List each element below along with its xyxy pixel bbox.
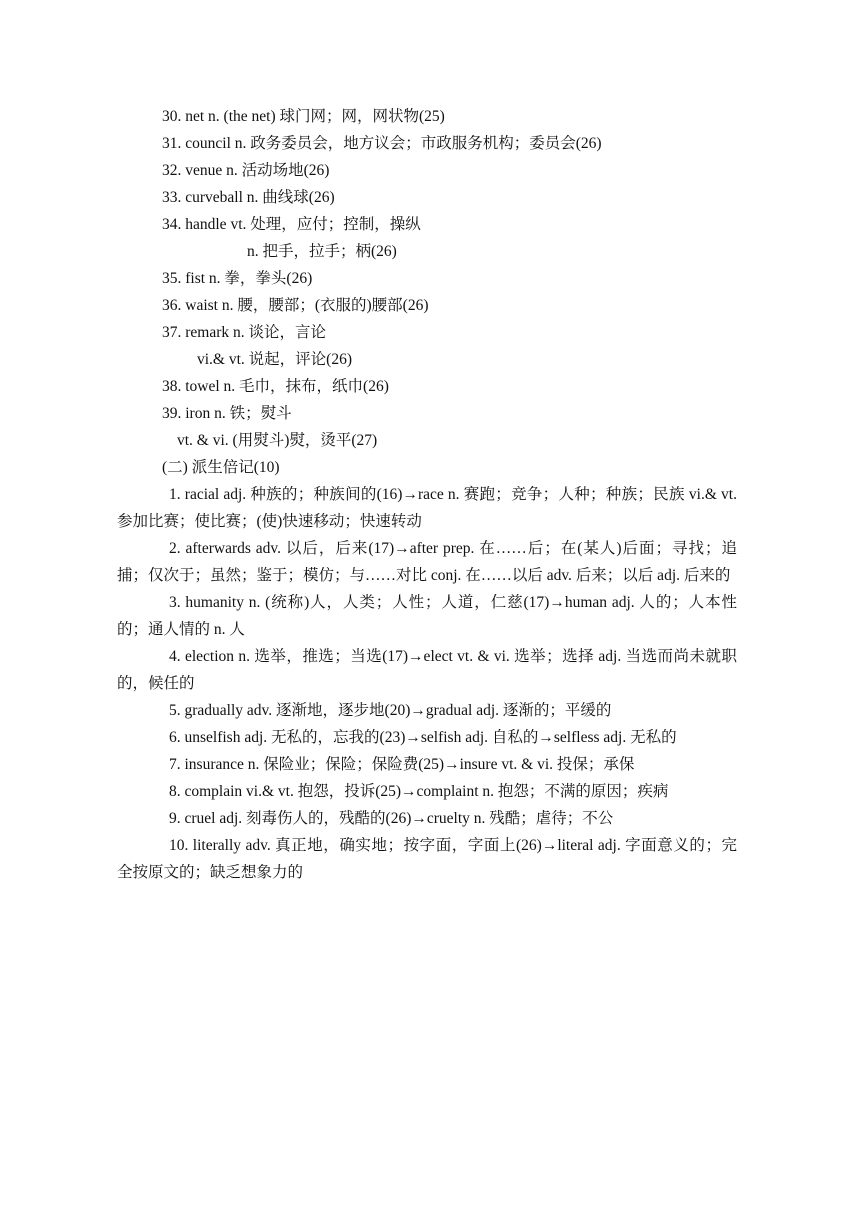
derivation-entry-7: 7. insurance n. 保险业；保险；保险费(25)→insure vt. & vi. 投保；承保 bbox=[169, 756, 635, 773]
document-content bbox=[117, 103, 737, 886]
vocab-entry-38: 38. towel n. 毛巾，抹布，纸巾(26) bbox=[162, 378, 389, 395]
vocab-entry-37: 37. remark n. 谈论，言论 bbox=[162, 324, 327, 341]
derivation-entry-1: 1. racial adj. 种族的；种族间的(16)→race n. 赛跑；竞争；人种；种族；民族 vi.& vt. 参加比赛；使比赛；(使)快速移动；快速转动 bbox=[117, 486, 737, 530]
vocab-entry-39-continued: vt. & vi. (用熨斗)熨，烫平(27) bbox=[177, 432, 378, 449]
vocab-entry-37-continued: vi.& vt. 说起，评论(26) bbox=[197, 351, 352, 368]
derivation-entry-2: 2. afterwards adv. 以后，后来(17)→after prep. 在……后；在(某人)后面；寻找；追捕；仅次于；虽然；鉴于；模仿；与……对比 conj. 在……以后 adv. 后来；以后 adj. 后来的 bbox=[117, 540, 737, 584]
vocab-entry-33: 33. curveball n. 曲线球(26) bbox=[162, 189, 335, 206]
vocab-entry-34-continued: n. 把手，拉手；柄(26) bbox=[247, 243, 397, 260]
section-heading: (二) 派生倍记(10) bbox=[162, 459, 280, 476]
derivation-entry-4: 4. election n. 选举，推选；当选(17)→elect vt. & vi. 选举；选择 adj. 当选而尚未就职的，候任的 bbox=[117, 648, 737, 692]
derivation-entry-5: 5. gradually adv. 逐渐地，逐步地(20)→gradual adj. 逐渐的；平缓的 bbox=[169, 702, 612, 719]
vocab-entry-39: 39. iron n. 铁；熨斗 bbox=[162, 405, 292, 422]
vocab-entry-34: 34. handle vt. 处理，应付；控制，操纵 bbox=[162, 216, 421, 233]
vocab-entry-36: 36. waist n. 腰，腰部；(衣服的)腰部(26) bbox=[162, 297, 429, 314]
derivation-entry-6: 6. unselfish adj. 无私的，忘我的(23)→selfish adj. 自私的→selfless adj. 无私的 bbox=[169, 729, 677, 746]
vocab-entry-32: 32. venue n. 活动场地(26) bbox=[162, 162, 330, 179]
vocab-entry-31: 31. council n. 政务委员会，地方议会；市政服务机构；委员会(26) bbox=[162, 135, 602, 152]
derivation-entry-9: 9. cruel adj. 刻毒伤人的，残酷的(26)→cruelty n. 残酷；虐待；不公 bbox=[169, 810, 614, 827]
derivation-entry-8: 8. complain vi.& vt. 抱怨，投诉(25)→complaint n. 抱怨；不满的原因；疾病 bbox=[169, 783, 669, 800]
derivation-entry-10: 10. literally adv. 真正地，确实地；按字面，字面上(26)→literal adj. 字面意义的；完全按原文的；缺乏想象力的 bbox=[117, 837, 737, 881]
vocab-entry-30: 30. net n. (the net) 球门网；网，网状物(25) bbox=[162, 108, 445, 125]
vocab-entry-35: 35. fist n. 拳，拳头(26) bbox=[162, 270, 313, 287]
derivation-entry-3: 3. humanity n. (统称)人，人类；人性；人道，仁慈(17)→human adj. 人的；人本性的；通人情的 n. 人 bbox=[117, 594, 737, 638]
